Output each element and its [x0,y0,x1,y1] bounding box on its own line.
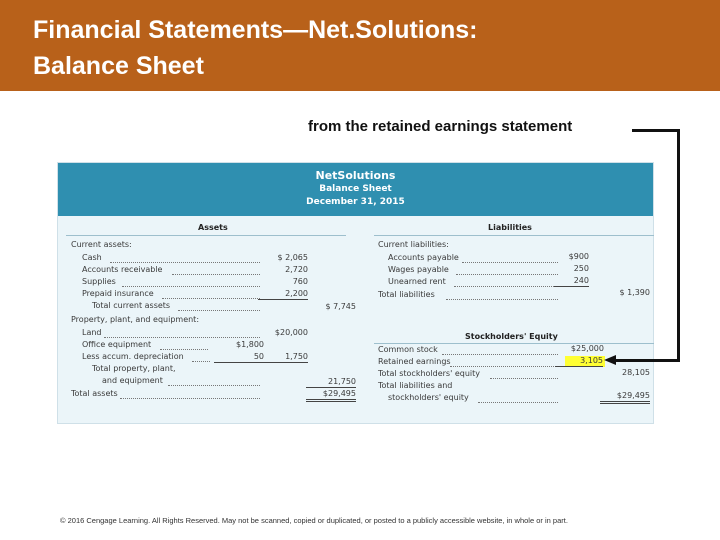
current-liabilities-label: Current liabilities: [378,240,449,249]
unearned-rent-label: Unearned rent [388,277,446,286]
total-current-assets-label: Total current assets [92,301,171,310]
company-name: NetSolutions [315,169,396,182]
wages-payable-amount: 250 [573,264,589,273]
slide-title-line-2: Balance Sheet [33,52,204,80]
callout-label: from the retained earnings statement [308,118,573,135]
equity-header: Stockholders' Equity [465,332,558,341]
leader-dots [450,357,558,367]
leader-dots [110,253,260,263]
total-assets-label: Total assets [71,389,118,398]
accounts-receivable-amount: 2,720 [285,265,308,274]
unearned-rent-amount: 240 [554,276,589,287]
total-current-assets-amount: $ 7,745 [325,302,356,311]
total-ppe-amount: 21,750 [306,377,356,388]
total-le-label-1: Total liabilities and [378,381,453,390]
leader-dots [446,290,558,300]
prepaid-insurance-amount: 2,200 [258,289,308,300]
total-le-label-2: stockholders' equity [388,393,469,402]
leader-dots [454,277,558,287]
total-le-amount: $29,495 [600,391,650,404]
total-ppe-label-2: and equipment [102,376,163,385]
office-equipment-net-amount: 1,750 [258,352,308,363]
accounts-receivable-label: Accounts receivable [82,265,163,274]
statement-name: Balance Sheet [319,184,392,194]
current-assets-label: Current assets: [71,240,132,249]
leader-dots [168,376,260,386]
bracket-top-line [632,129,679,132]
land-label: Land [82,328,102,337]
leader-dots [178,301,260,311]
balance-sheet-image [57,162,654,424]
total-assets-amount: $29,495 [306,389,356,402]
leader-dots [120,389,260,399]
cash-amount: $ 2,065 [277,253,308,262]
wages-payable-label: Wages payable [388,265,449,274]
statement-date: December 31, 2015 [306,197,405,207]
leader-dots [442,345,558,355]
total-ppe-label-1: Total property, plant, [92,364,176,373]
equity-header-rule [374,343,654,344]
leader-dots [160,340,208,350]
liabilities-header-rule [374,235,654,236]
slide-title-line-1: Financial Statements—Net.Solutions: [33,16,478,44]
office-equipment-label: Office equipment [82,340,152,349]
accounts-payable-label: Accounts payable [388,253,459,262]
total-liabilities-label: Total liabilities [378,290,435,299]
liabilities-header: Liabilities [488,223,532,232]
leader-dots [172,265,260,275]
office-equipment-amount: $1,800 [236,340,264,349]
leader-dots [490,369,558,379]
land-amount: $20,000 [274,328,308,337]
leader-dots [478,393,558,403]
accum-depreciation-amount: 50 [214,352,264,363]
total-liabilities-amount: $ 1,390 [619,288,650,297]
bracket-vertical-line [677,129,680,362]
arrow-left-icon [604,355,616,365]
accum-depreciation-label: Less accum. depreciation [82,352,184,361]
leader-dots [192,352,210,362]
assets-header: Assets [198,223,228,232]
common-stock-label: Common stock [378,345,438,354]
leader-dots [122,277,260,287]
supplies-amount: 760 [292,277,308,286]
bracket-bottom-line [614,359,680,362]
assets-header-rule [66,235,346,236]
ppe-label: Property, plant, and equipment: [71,315,200,324]
balance-sheet-header [58,163,653,216]
leader-dots [162,289,260,299]
retained-earnings-amount: 3,105 [555,356,603,367]
common-stock-amount: $25,000 [570,344,604,353]
leader-dots [104,328,260,338]
leader-dots [462,253,558,263]
total-stockholders-equity-amount: 28,105 [622,368,650,377]
leader-dots [456,265,558,275]
copyright-footer: © 2016 Cengage Learning. All Rights Reserved. May not be scanned, copied or duplicated, or posted to a publicly accessible website, in whole or in part. [60,516,568,525]
supplies-label: Supplies [82,277,116,286]
total-stockholders-equity-label: Total stockholders' equity [378,369,481,378]
retained-earnings-label: Retained earnings [378,357,451,366]
accounts-payable-amount: $900 [568,252,589,261]
cash-label: Cash [82,253,102,262]
prepaid-insurance-label: Prepaid insurance [82,289,154,298]
